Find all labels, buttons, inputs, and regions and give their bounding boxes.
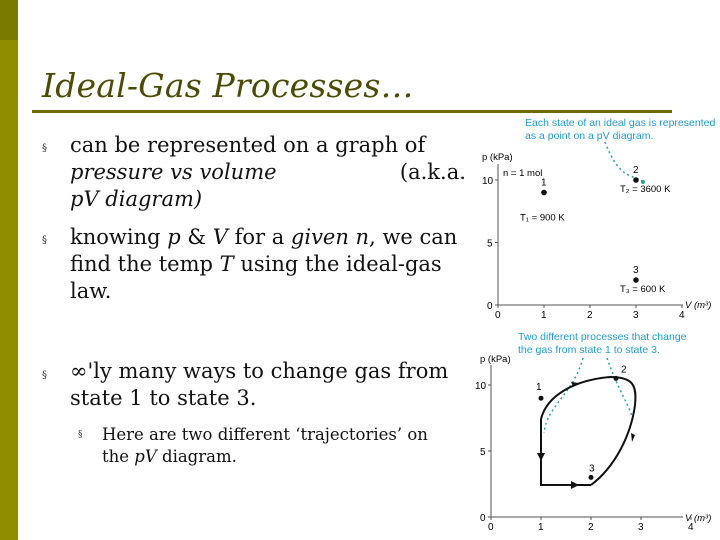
x-tick-label: 4	[679, 310, 685, 321]
bullet-marker: §	[42, 370, 47, 381]
bullet-2	[70, 224, 470, 305]
pv-diagram-states	[455, 112, 720, 327]
sidebar-band	[0, 0, 18, 40]
x-tick-label: 2	[588, 522, 594, 533]
bullet-1-line-3: pV diagram)	[70, 187, 203, 211]
x-axis-label: V (m³)	[685, 513, 712, 524]
callout-line-1: Each state of an ideal gas is represented	[525, 117, 716, 129]
state-point-label: 3	[633, 265, 639, 276]
arrowhead	[571, 481, 579, 489]
state-point	[633, 277, 639, 283]
x-axis-label: V (m³)	[685, 300, 712, 311]
x-tick-label: 1	[541, 310, 547, 321]
bullet-2-line-3: law.	[70, 279, 112, 303]
state-point	[541, 190, 547, 196]
state-point-label: 3	[589, 463, 595, 475]
aka-text: (a.k.a.	[399, 160, 466, 184]
callout-line-2: as a point on a pV diagram.	[525, 130, 654, 142]
y-tick-label: 0	[480, 513, 486, 524]
bullet-2-line-1: knowing p & V for a given n, we can	[70, 225, 458, 249]
top-points	[520, 165, 671, 295]
x-tick-label: 0	[488, 522, 494, 533]
y-tick-label: 0	[487, 301, 493, 312]
pv-diagram-processes	[455, 325, 720, 540]
slide-title: Ideal-Gas Processes…	[42, 66, 414, 105]
state-point	[633, 177, 639, 183]
arrowhead	[537, 453, 545, 461]
state-point-label: 2	[633, 165, 639, 176]
bullet-1	[70, 132, 470, 213]
sub-bullet	[102, 424, 462, 468]
bottom-ticks	[475, 381, 694, 533]
y-axis-label: p (kPa)	[480, 354, 511, 365]
callout-line-1: Two different processes that change	[518, 331, 687, 343]
callout-line-2: the gas from state 1 to state 3.	[518, 344, 660, 356]
callout-arrow-right	[607, 358, 633, 421]
x-tick-label: 3	[638, 522, 644, 533]
state-point-label: 1	[536, 382, 542, 394]
y-tick-label: 5	[480, 447, 486, 458]
bottom-axes	[491, 365, 683, 517]
bullet-3-line-1: ∞'ly many ways to change gas from	[70, 359, 449, 383]
bullet-marker: §	[42, 143, 47, 154]
temperature-label: T₃ = 600 K	[620, 284, 666, 295]
pressure-vs-volume: pressure vs volume	[70, 160, 277, 184]
x-tick-label: 0	[495, 310, 501, 321]
temperature-label: T₂ = 3600 K	[620, 184, 671, 195]
arrowhead	[631, 433, 635, 442]
y-tick-label: 5	[487, 238, 493, 250]
x-tick-label: 2	[587, 310, 593, 321]
bullet-marker: §	[42, 235, 47, 246]
bullet-3	[70, 358, 470, 412]
state-point	[589, 475, 594, 480]
sub-bullet-line-2: the pV diagram.	[102, 447, 237, 466]
y-axis-label: p (kPa)	[482, 152, 513, 163]
callout-arrow	[605, 142, 643, 182]
y-tick-label: 10	[475, 381, 487, 392]
y-tick-label: 10	[482, 176, 494, 187]
bullet-3-line-2: state 1 to state 3.	[70, 386, 257, 410]
n-label: n = 1 mol	[503, 168, 543, 179]
sub-bullet-line-1: Here are two different ‘trajectories’ on	[102, 425, 428, 444]
bullet-1-line-2	[70, 159, 470, 186]
state-point	[614, 376, 619, 381]
process-path-1-down-3	[541, 419, 591, 485]
state-point	[539, 396, 544, 401]
callout-arrow-left	[544, 358, 583, 433]
state-point-label: 1	[541, 177, 547, 189]
x-tick-label: 1	[538, 522, 544, 533]
state-point-label: 2	[621, 364, 627, 376]
bullet-2-line-2: find the temp T using the ideal-gas	[70, 252, 442, 276]
x-tick-label: 4	[688, 522, 694, 533]
top-ticks	[482, 176, 685, 321]
bullet-1-line-1: can be represented on a graph of	[70, 133, 426, 157]
accent-sidebar	[0, 0, 18, 540]
x-tick-label: 3	[633, 310, 639, 321]
sub-bullet-marker: §	[78, 430, 83, 440]
temperature-label: T₁ = 900 K	[520, 212, 565, 224]
